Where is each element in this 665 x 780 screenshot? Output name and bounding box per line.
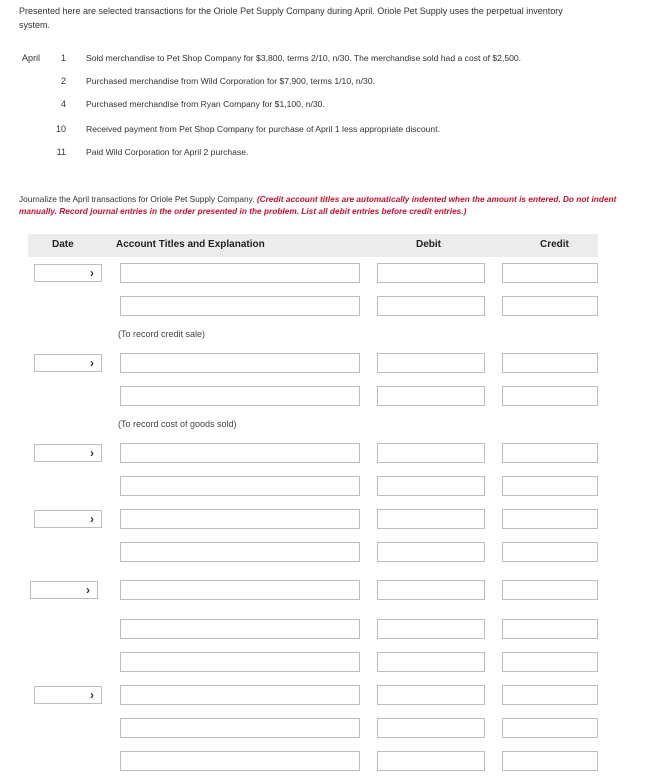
- header-account: Account Titles and Explanation: [116, 239, 265, 250]
- credit-input[interactable]: [502, 751, 598, 771]
- debit-input[interactable]: [377, 296, 485, 316]
- credit-input[interactable]: [502, 509, 598, 529]
- account-input[interactable]: [120, 386, 360, 406]
- credit-input[interactable]: [502, 718, 598, 738]
- instructions: [19, 194, 619, 217]
- debit-input[interactable]: [377, 386, 485, 406]
- credit-input[interactable]: [502, 685, 598, 705]
- journal-header: [28, 234, 598, 257]
- intro-text: Presented here are selected transactions for the Oriole Pet Supply Company during April. Oriole Pet Supply uses the perpetual inventory system.: [19, 6, 563, 30]
- header-date: Date: [52, 239, 74, 250]
- transaction-text: Received payment from Pet Shop Company for purchase of April 1 less appropriate discount.: [86, 124, 440, 134]
- memo-credit-sale: (To record credit sale): [118, 329, 206, 339]
- debit-input[interactable]: [377, 353, 485, 373]
- account-input[interactable]: [120, 685, 360, 705]
- chevron-down-icon: ›: [90, 356, 94, 370]
- debit-input[interactable]: [377, 652, 485, 672]
- account-input[interactable]: [120, 296, 360, 316]
- date-select[interactable]: [34, 264, 102, 282]
- chevron-down-icon: ›: [90, 512, 94, 526]
- debit-input[interactable]: [377, 580, 485, 600]
- account-input[interactable]: [120, 542, 360, 562]
- date-select[interactable]: [34, 686, 102, 704]
- chevron-down-icon: ›: [90, 688, 94, 702]
- account-input[interactable]: [120, 476, 360, 496]
- debit-input[interactable]: [377, 476, 485, 496]
- credit-input[interactable]: [502, 386, 598, 406]
- date-select[interactable]: [30, 581, 98, 599]
- account-input[interactable]: [120, 443, 360, 463]
- account-input[interactable]: [120, 652, 360, 672]
- date-select[interactable]: [34, 510, 102, 528]
- transaction-text: Sold merchandise to Pet Shop Company for $3,800, terms 2/10, n/30. The merchandise sold had a cost of $2,500.: [86, 53, 522, 63]
- credit-input[interactable]: [502, 476, 598, 496]
- credit-input[interactable]: [502, 542, 598, 562]
- debit-input[interactable]: [377, 751, 485, 771]
- chevron-down-icon: ›: [90, 446, 94, 460]
- debit-input[interactable]: [377, 718, 485, 738]
- transaction-day: 10: [55, 124, 66, 134]
- transaction-day: 1: [60, 53, 66, 63]
- credit-input[interactable]: [502, 580, 598, 600]
- transaction-day: 2: [60, 76, 66, 86]
- credit-input[interactable]: [502, 619, 598, 639]
- credit-input[interactable]: [502, 296, 598, 316]
- chevron-down-icon: ›: [86, 583, 90, 597]
- debit-input[interactable]: [377, 263, 485, 283]
- credit-input[interactable]: [502, 263, 598, 283]
- transaction-text: Paid Wild Corporation for April 2 purchase.: [86, 147, 249, 157]
- instructions-lead: Journalize the April transactions for Oriole Pet Supply Company.: [19, 194, 257, 204]
- debit-input[interactable]: [377, 542, 485, 562]
- debit-input[interactable]: [377, 509, 485, 529]
- account-input[interactable]: [120, 751, 360, 771]
- account-input[interactable]: [120, 509, 360, 529]
- account-input[interactable]: [120, 619, 360, 639]
- transaction-day: 4: [60, 99, 66, 109]
- account-input[interactable]: [120, 580, 360, 600]
- account-input[interactable]: [120, 353, 360, 373]
- transaction-day: 11: [56, 147, 66, 157]
- account-input[interactable]: [120, 263, 360, 283]
- credit-input[interactable]: [502, 443, 598, 463]
- transaction-month: April: [22, 53, 41, 63]
- credit-input[interactable]: [502, 353, 598, 373]
- account-input[interactable]: [120, 718, 360, 738]
- debit-input[interactable]: [377, 443, 485, 463]
- memo-cost-of-goods-sold: (To record cost of goods sold): [118, 419, 237, 429]
- credit-input[interactable]: [502, 652, 598, 672]
- transaction-text: Purchased merchandise from Ryan Company for $1,100, n/30.: [86, 99, 325, 109]
- header-credit: Credit: [540, 239, 569, 250]
- debit-input[interactable]: [377, 685, 485, 705]
- header-debit: Debit: [416, 239, 441, 250]
- debit-input[interactable]: [377, 619, 485, 639]
- instructions-note: (Credit account titles are automatically indented when the amount is entered. Do not indent manually. Record journal entries in the order presented in the problem. List all debit entries before credit entries.): [19, 194, 617, 216]
- chevron-down-icon: ›: [90, 266, 94, 280]
- date-select[interactable]: [34, 444, 102, 462]
- date-select[interactable]: [34, 354, 102, 372]
- transaction-text: Purchased merchandise from Wild Corporation for $7,900, terms 1/10, n/30.: [86, 76, 375, 86]
